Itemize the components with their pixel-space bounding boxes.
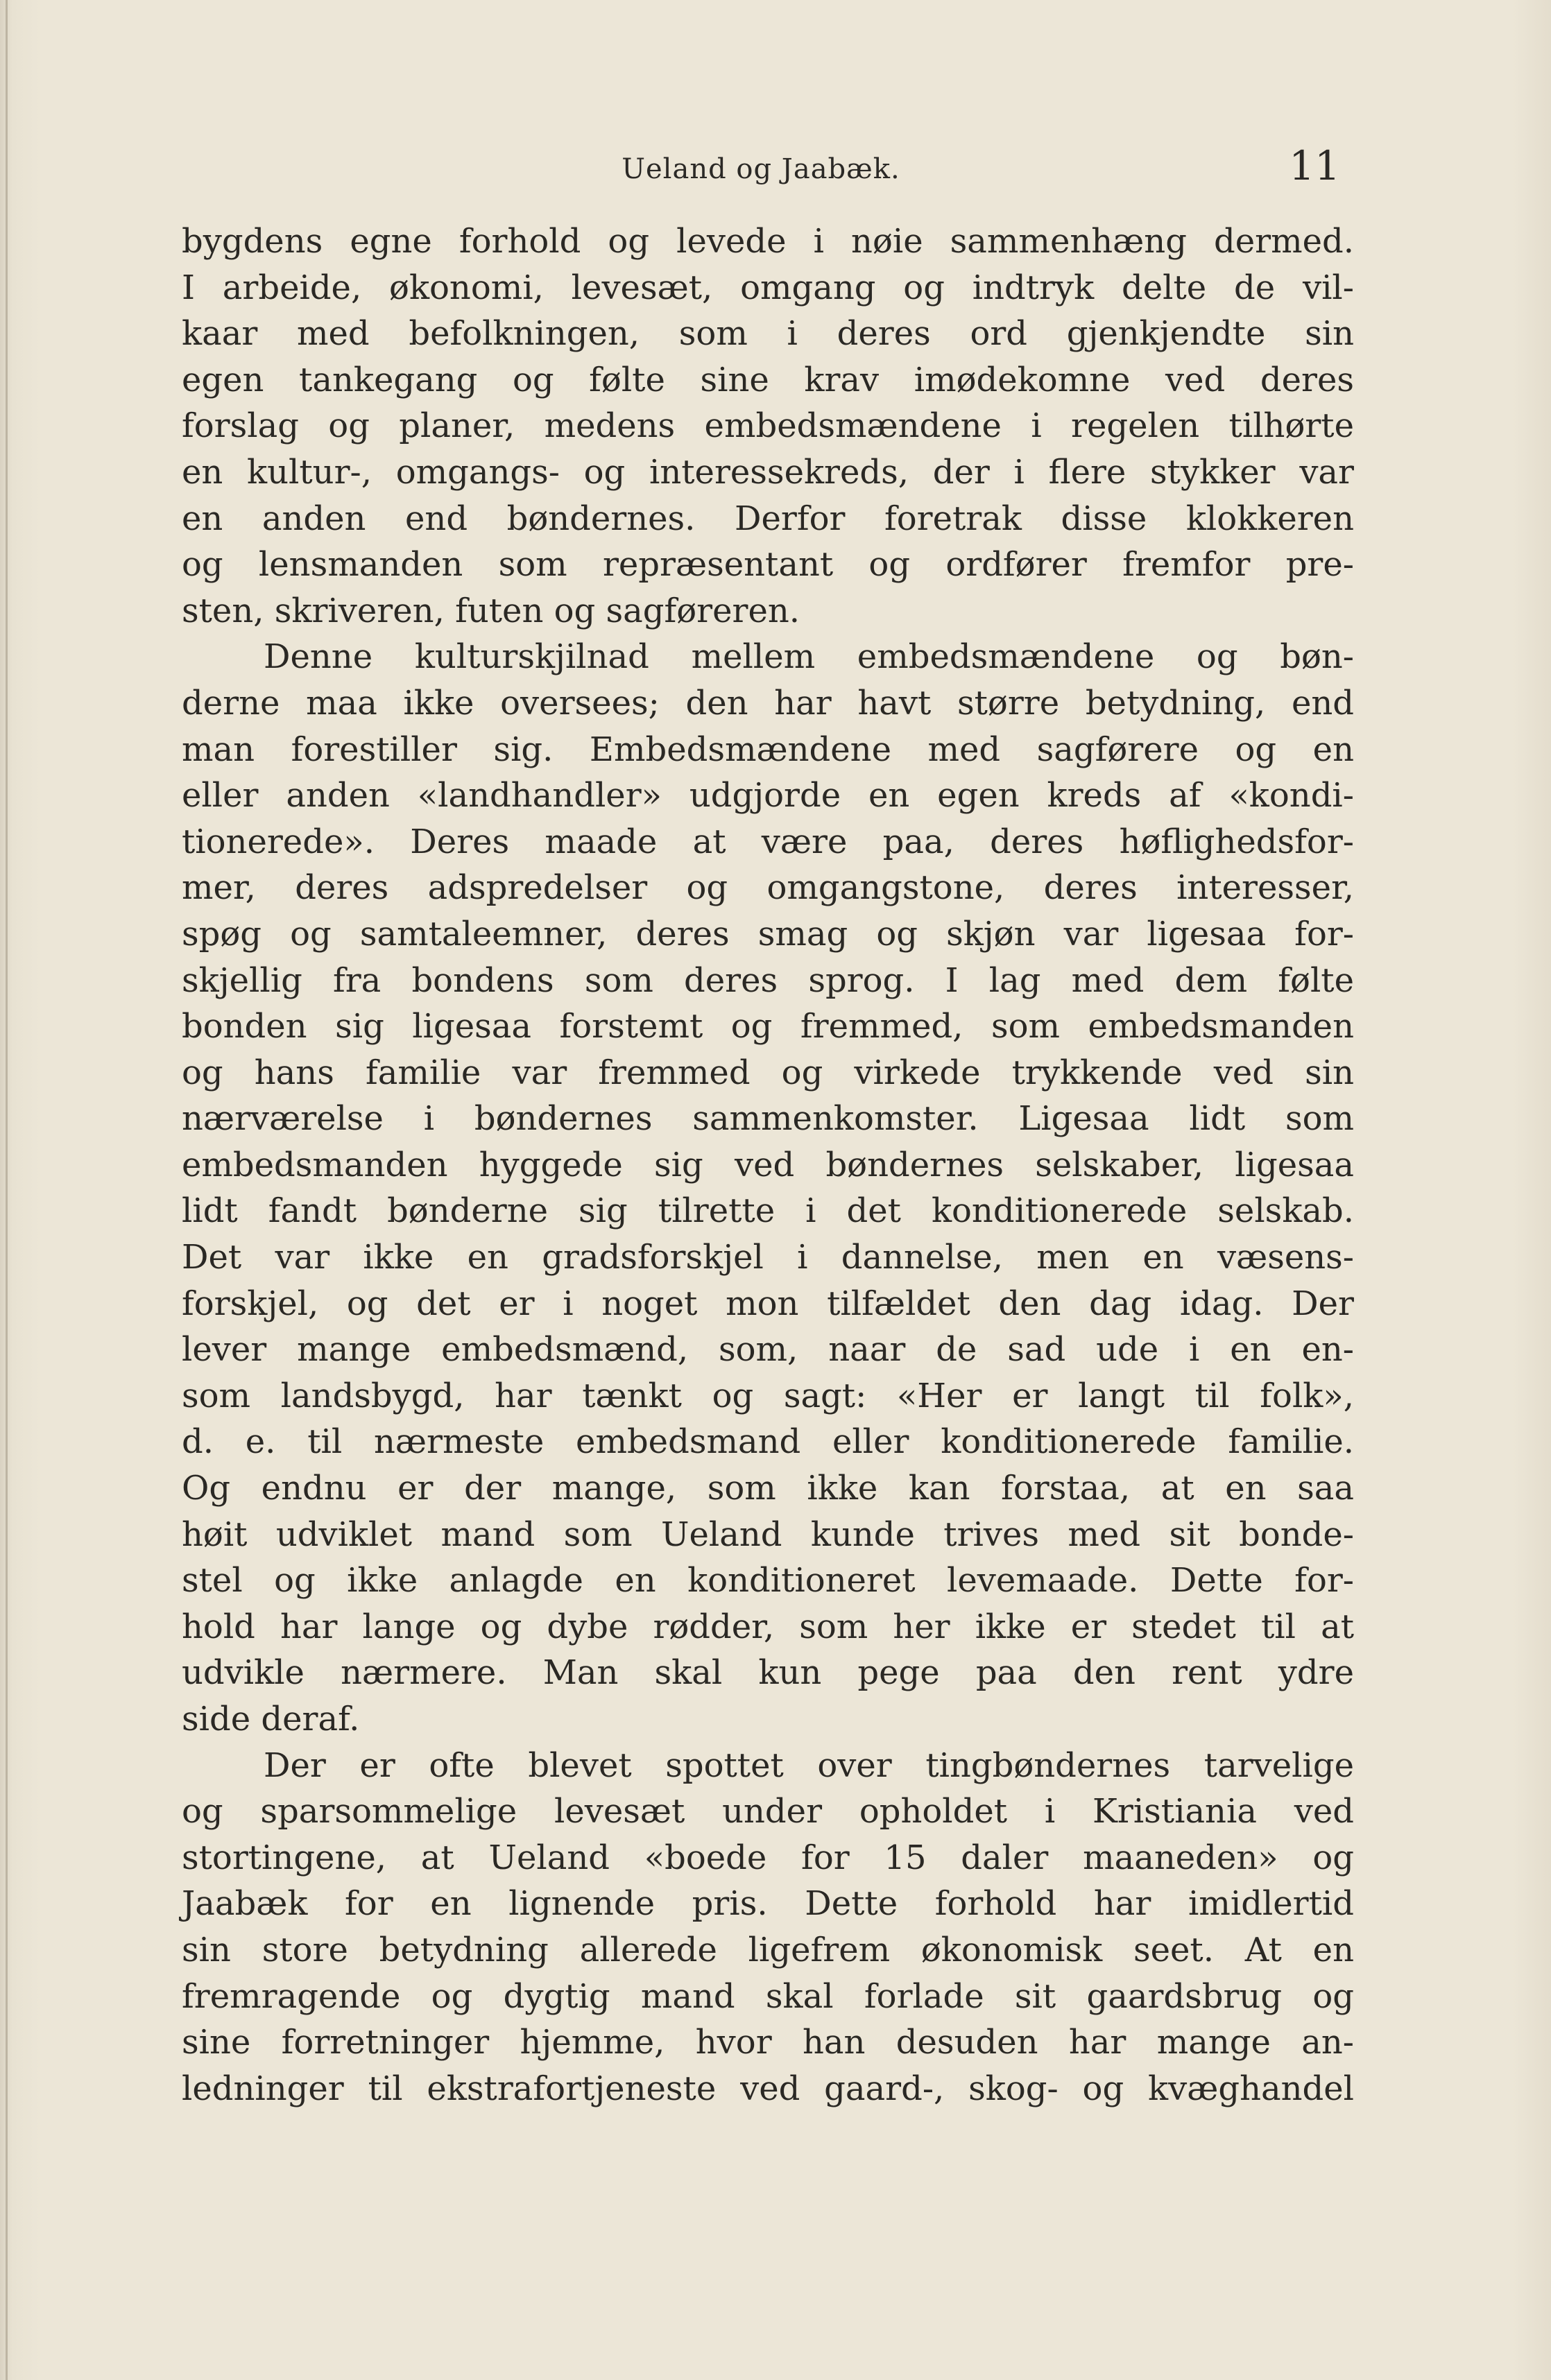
text-line: ledninger til ekstrafortjeneste ved gaard-, skog- og kvæghandel	[182, 2069, 1354, 2108]
paragraph-start-line: Der er ofte blevet spottet over tingbøndernes tarvelige	[264, 1745, 1354, 1785]
text-line: Og endnu er der mange, som ikke kan forstaa, at en saa	[182, 1469, 1354, 1508]
text-line: en kultur-, omgangs- og interessekreds, der i flere stykker var	[182, 452, 1354, 492]
text-line: som landsbygd, har tænkt og sagt: «Her er langt til folk»,	[182, 1376, 1354, 1415]
text-line: Jaabæk for en lignende pris. Dette forhold har imidlertid	[182, 1884, 1354, 1924]
running-header	[182, 142, 1340, 191]
text-line: spøg og samtaleemner, deres smag og skjøn var ligesaa for-	[182, 914, 1354, 954]
text-line: derne maa ikke oversees; den har havt større betydning, end	[182, 683, 1354, 723]
text-line: side deraf.	[182, 1700, 360, 1739]
text-line: hold har lange og dybe rødder, som her ikke er stedet til at	[182, 1607, 1354, 1646]
text-line: man forestiller sig. Embedsmændene med sagførere og en	[182, 730, 1354, 769]
text-line: mer, deres adspredelser og omgangstone, deres interesser,	[182, 868, 1354, 908]
text-line: forskjel, og det er i noget mon tilfældet den dag idag. Der	[182, 1284, 1354, 1323]
text-line: høit udviklet mand som Ueland kunde trives med sit bonde-	[182, 1515, 1354, 1554]
text-line: fremragende og dygtig mand skal forlade sit gaardsbrug og	[182, 1976, 1354, 2016]
text-line: skjellig fra bondens som deres sprog. I lag med dem følte	[182, 960, 1354, 1000]
text-line: sin store betydning allerede ligefrem økonomisk seet. At en	[182, 1930, 1354, 1969]
text-line: og lensmanden som repræsentant og ordfører fremfor pre-	[182, 545, 1354, 585]
text-line: og sparsommelige levesæt under opholdet i Kristiania ved	[182, 1792, 1354, 1831]
text-line: og hans familie var fremmed og virkede trykkende ved sin	[182, 1053, 1354, 1092]
text-line: embedsmanden hyggede sig ved bøndernes selskaber, ligesaa	[182, 1145, 1354, 1184]
text-line: lidt fandt bønderne sig tilrette i det konditionerede selskab.	[182, 1191, 1354, 1231]
paragraph-start-line: Denne kulturskjilnad mellem embedsmændene og bøn-	[264, 637, 1354, 677]
text-line: lever mange embedsmænd, som, naar de sad ude i en en-	[182, 1330, 1354, 1370]
text-line: nærværelse i bøndernes sammenkomster. Ligesaa lidt som	[182, 1099, 1354, 1139]
running-title: Ueland og Jaabæk.	[622, 153, 900, 185]
text-line: Det var ikke en gradsforskjel i dannelse, men en væsens-	[182, 1238, 1354, 1277]
binding-edge	[6, 0, 8, 2380]
text-line: d. e. til nærmeste embedsmand eller konditionerede familie.	[182, 1422, 1354, 1462]
page-number: 11	[1289, 142, 1340, 189]
text-line: forslag og planer, medens embedsmændene i regelen tilhørte	[182, 406, 1354, 446]
text-line: en anden end bøndernes. Derfor foretrak disse klokkeren	[182, 499, 1354, 538]
text-line: udvikle nærmere. Man skal kun pege paa den rent ydre	[182, 1653, 1354, 1693]
text-line: sine forretninger hjemme, hvor han desuden har mange an-	[182, 2023, 1354, 2062]
text-line: I arbeide, økonomi, levesæt, omgang og indtryk delte de vil-	[182, 268, 1354, 307]
text-line: bonden sig ligesaa forstemt og fremmed, som embedsmanden	[182, 1007, 1354, 1046]
text-line: stel og ikke anlagde en konditioneret levemaade. Dette for-	[182, 1561, 1354, 1601]
text-line: egen tankegang og følte sine krav imødekomne ved deres	[182, 360, 1354, 399]
text-line: sten, skriveren, futen og sagføreren.	[182, 591, 800, 630]
body-text	[182, 218, 1354, 2112]
text-line: eller anden «landhandler» udgjorde en egen kreds af «kondi-	[182, 776, 1354, 816]
text-line: stortingene, at Ueland «boede for 15 daler maaneden» og	[182, 1838, 1354, 1877]
text-line: kaar med befolkningen, som i deres ord gjenkjendte sin	[182, 314, 1354, 354]
text-line: tionerede». Deres maade at være paa, deres høflighedsfor-	[182, 822, 1354, 861]
text-line: bygdens egne forhold og levede i nøie sammenhæng dermed.	[182, 222, 1354, 261]
